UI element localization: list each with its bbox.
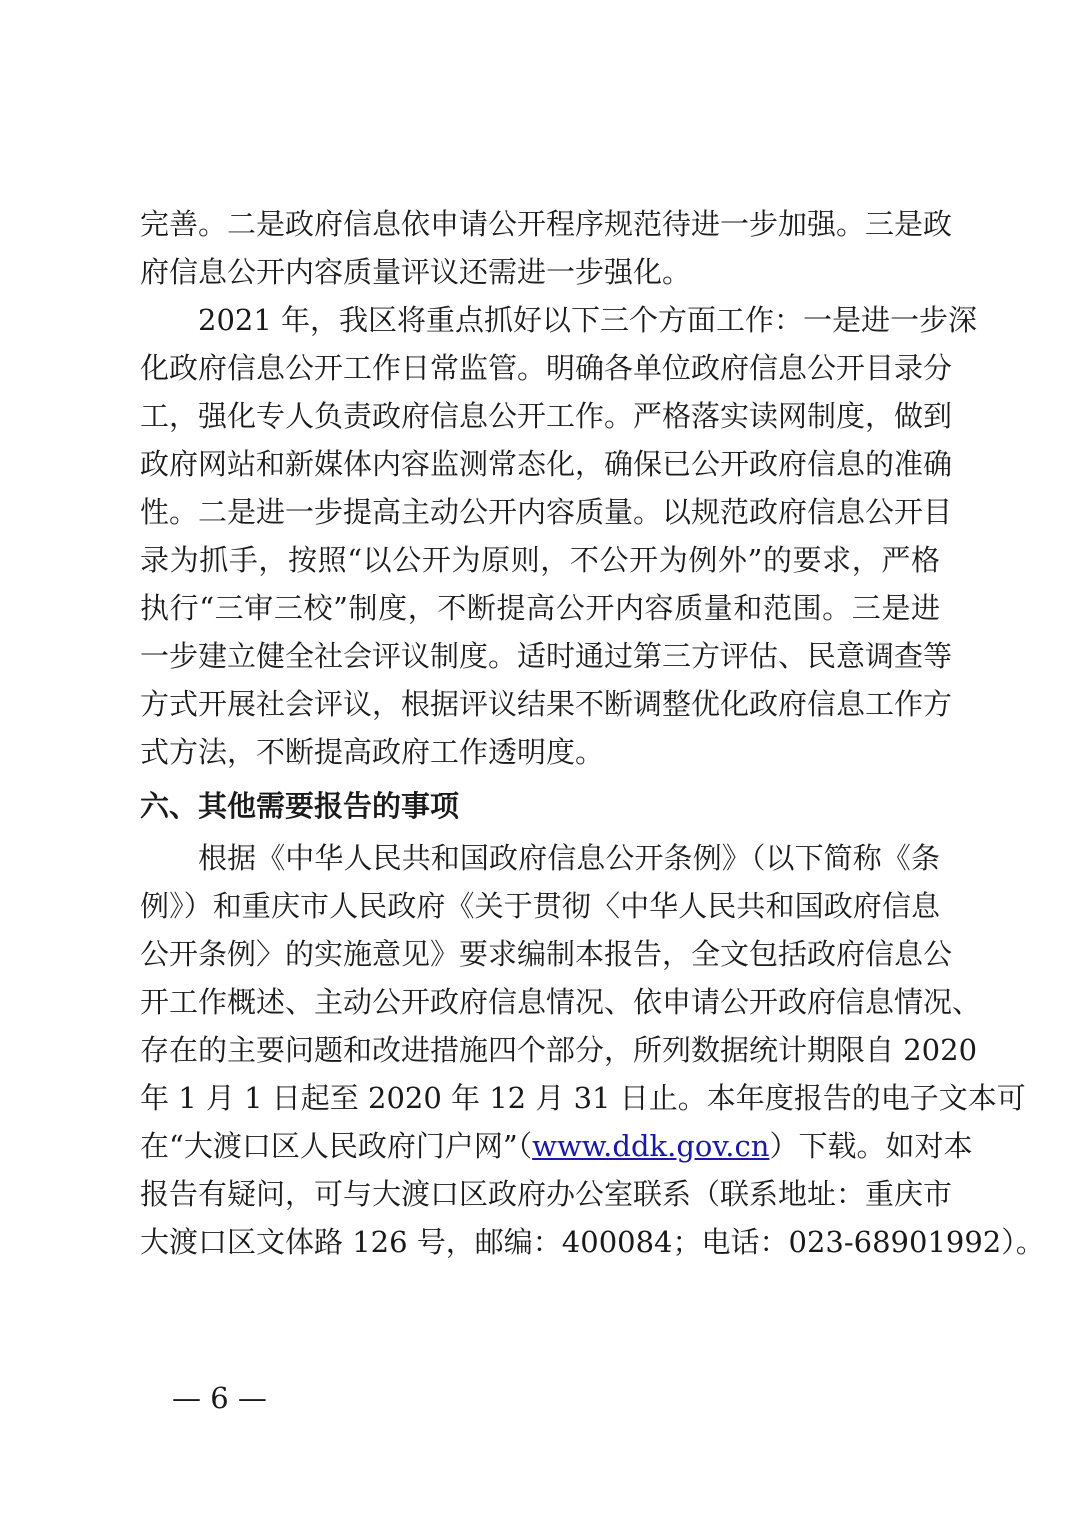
paragraph-line: 例》）和重庆市人民政府《关于贯彻〈中华人民共和国政府信息	[140, 889, 940, 923]
page-number: — 6 —	[172, 1381, 267, 1415]
paragraph-line: 一步建立健全社会评议制度。适时通过第三方评估、民意调查等	[140, 639, 953, 673]
paragraph-line: 化政府信息公开工作日常监管。明确各单位政府信息公开目录分	[140, 351, 953, 385]
line-text: ）下载。如对本	[769, 1129, 973, 1163]
paragraph-line	[140, 1126, 973, 1166]
paragraph-line: 根据《中华人民共和国政府信息公开条例》（以下简称《条	[198, 841, 940, 875]
paragraph-line: 府信息公开内容质量评议还需进一步强化。	[140, 255, 692, 289]
paragraph-line: 式方法，不断提高政府工作透明度。	[140, 735, 605, 769]
paragraph-line: 政府网站和新媒体内容监测常态化，确保已公开政府信息的准确	[140, 447, 953, 481]
line-text: 在“大渡口区人民政府门户网”（	[140, 1129, 533, 1163]
paragraph-line: 开工作概述、主动公开政府信息情况、依申请公开政府信息情况、	[140, 985, 982, 1019]
paragraph-line: 完善。二是政府信息依申请公开程序规范待进一步加强。三是政	[140, 207, 953, 241]
paragraph-line: 工，强化专人负责政府信息公开工作。严格落实读网制度，做到	[140, 399, 953, 433]
paragraph-line: 2021 年，我区将重点抓好以下三个方面工作：一是进一步深	[198, 303, 978, 337]
paragraph-line: 大渡口区文体路 126 号，邮编：400084；电话：023-68901992）。	[140, 1225, 1045, 1259]
paragraph-line: 执行“三审三校”制度，不断提高公开内容质量和范围。三是进	[140, 591, 940, 625]
paragraph-line: 方式开展社会评议，根据评议结果不断调整优化政府信息工作方	[140, 687, 953, 721]
paragraph-line: 录为抓手，按照“以公开为原则，不公开为例外”的要求，严格	[140, 543, 940, 577]
paragraph-line: 公开条例〉的实施意见》要求编制本报告，全文包括政府信息公	[140, 937, 953, 971]
paragraph-line: 年 1 月 1 日起至 2020 年 12 月 31 日止。本年度报告的电子文本可	[140, 1081, 1026, 1115]
paragraph-line: 性。二是进一步提高主动公开内容质量。以规范政府信息公开目	[140, 495, 953, 529]
paragraph-line: 存在的主要问题和改进措施四个部分，所列数据统计期限自 2020	[140, 1033, 978, 1067]
website-link[interactable]: www.ddk.gov.cn	[532, 1129, 770, 1163]
paragraph-line: 报告有疑问，可与大渡口区政府办公室联系（联系地址：重庆市	[140, 1177, 953, 1211]
section-heading: 六、其他需要报告的事项	[140, 789, 460, 823]
